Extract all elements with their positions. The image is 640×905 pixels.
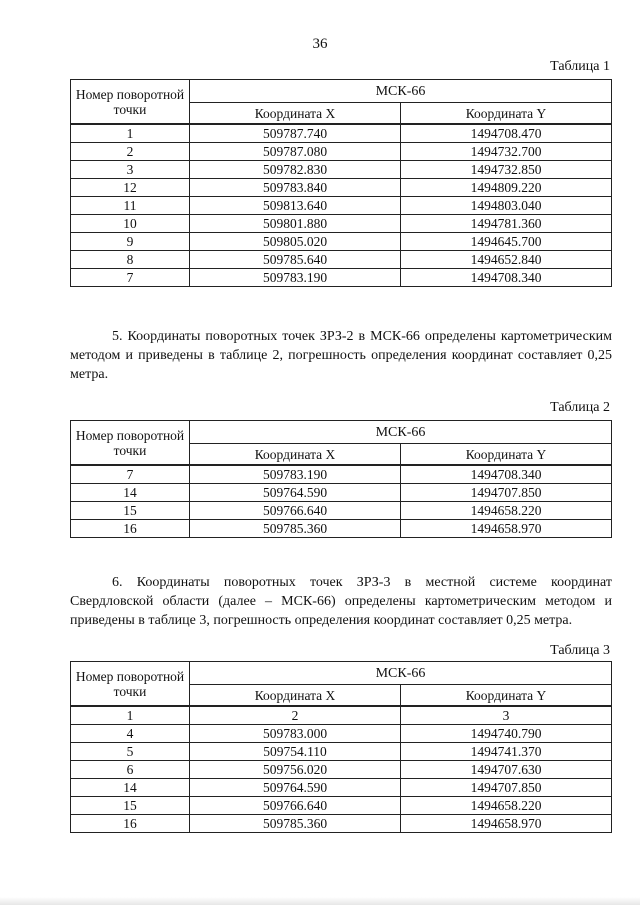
table-cell: 509764.590 — [190, 779, 401, 797]
table-cell: 1494708.340 — [401, 269, 612, 287]
table-row — [71, 179, 612, 197]
table-cell: 8 — [71, 251, 190, 269]
table-row — [71, 251, 612, 269]
table-cell: 1494732.700 — [401, 143, 612, 161]
table-cell: 509787.080 — [190, 143, 401, 161]
point-number-header: Номер поворотной точки — [71, 421, 190, 466]
page-number: 36 — [312, 36, 328, 52]
table-cell: 2 — [71, 143, 190, 161]
paragraph — [70, 327, 612, 384]
table-row — [71, 779, 612, 797]
table-cell: 15 — [71, 797, 190, 815]
coordinates-table — [70, 79, 612, 287]
table-cell: 16 — [71, 815, 190, 833]
table-row — [71, 815, 612, 833]
table-cell: 1494707.850 — [401, 484, 612, 502]
table-cell: 509783.840 — [190, 179, 401, 197]
coordinate-y-header: Координата Y — [401, 444, 612, 466]
table-cell: 1 — [71, 706, 190, 725]
coordinates-table — [70, 661, 612, 833]
coordinate-system-header: МСК-66 — [190, 421, 612, 444]
table-row — [71, 465, 612, 484]
scan-shadow — [0, 897, 640, 905]
table-cell: 1494781.360 — [401, 215, 612, 233]
column-numbering-row — [71, 706, 612, 725]
table-row — [71, 743, 612, 761]
table-cell: 1494741.370 — [401, 743, 612, 761]
table-cell: 6 — [71, 761, 190, 779]
table-cell: 509783.190 — [190, 465, 401, 484]
table-cell: 509764.590 — [190, 484, 401, 502]
table-cell: 14 — [71, 484, 190, 502]
table-cell: 1494658.220 — [401, 797, 612, 815]
table-cell: 1494708.340 — [401, 465, 612, 484]
table-cell: 509785.640 — [190, 251, 401, 269]
coordinates-table — [70, 420, 612, 538]
table-cell: 509754.110 — [190, 743, 401, 761]
table-row — [71, 233, 612, 251]
coordinate-x-header: Координата X — [190, 103, 401, 125]
table-cell: 509813.640 — [190, 197, 401, 215]
table-cell: 4 — [71, 725, 190, 743]
table-cell: 509783.190 — [190, 269, 401, 287]
table-cell: 1494809.220 — [401, 179, 612, 197]
table-cell: 1494658.970 — [401, 815, 612, 833]
table-cell: 16 — [71, 520, 190, 538]
table-row — [71, 502, 612, 520]
table-cell: 15 — [71, 502, 190, 520]
table-row — [71, 197, 612, 215]
table-cell: 11 — [71, 197, 190, 215]
table-cell: 9 — [71, 233, 190, 251]
table-cell: 1494652.840 — [401, 251, 612, 269]
paragraph-text: 6. Координаты поворотных точек ЗРЗ-3 в местной системе координат Свердловской области (далее – МСК-66) определены картометрическим методом и приведены в таблице 3, погрешность определения координат составляет 0,25 метра. — [70, 575, 612, 628]
point-number-header: Номер поворотной точки — [71, 80, 190, 125]
table-cell: 5 — [71, 743, 190, 761]
table-cell: 2 — [190, 706, 401, 725]
table-cell: 509766.640 — [190, 797, 401, 815]
table-cell: 1494803.040 — [401, 197, 612, 215]
coordinate-system-header: МСК-66 — [190, 662, 612, 685]
table-cell: 1494740.790 — [401, 725, 612, 743]
table-cell: 7 — [71, 269, 190, 287]
table-cell: 1494707.630 — [401, 761, 612, 779]
table-row — [71, 761, 612, 779]
table-cell: 14 — [71, 779, 190, 797]
table-row — [71, 269, 612, 287]
table-cell: 1494707.850 — [401, 779, 612, 797]
table-row — [71, 124, 612, 143]
coordinate-y-header: Координата Y — [401, 685, 612, 707]
table-cell: 10 — [71, 215, 190, 233]
table-row — [71, 484, 612, 502]
table-cell: 509782.830 — [190, 161, 401, 179]
table-caption: Таблица 1 — [550, 59, 610, 74]
table-cell: 1494658.220 — [401, 502, 612, 520]
table-caption: Таблица 2 — [550, 400, 610, 415]
table-row — [71, 161, 612, 179]
table-cell: 1494708.470 — [401, 124, 612, 143]
table-cell: 509766.640 — [190, 502, 401, 520]
coordinate-y-header: Координата Y — [401, 103, 612, 125]
coordinate-x-header: Координата X — [190, 444, 401, 466]
table-row — [71, 143, 612, 161]
table-cell: 509756.020 — [190, 761, 401, 779]
coordinate-system-header: МСК-66 — [190, 80, 612, 103]
table-row — [71, 520, 612, 538]
table-cell: 1 — [71, 124, 190, 143]
coordinate-x-header: Координата X — [190, 685, 401, 707]
point-number-header: Номер поворотной точки — [71, 662, 190, 707]
table-cell: 509783.000 — [190, 725, 401, 743]
table-cell: 12 — [71, 179, 190, 197]
table-cell: 509805.020 — [190, 233, 401, 251]
table-cell: 509785.360 — [190, 815, 401, 833]
table-cell: 509785.360 — [190, 520, 401, 538]
table-row — [71, 215, 612, 233]
paragraph — [70, 573, 612, 630]
table-cell: 1494658.970 — [401, 520, 612, 538]
table-cell: 7 — [71, 465, 190, 484]
table-row — [71, 725, 612, 743]
table-row — [71, 797, 612, 815]
table-cell: 3 — [401, 706, 612, 725]
paragraph-text: 5. Координаты поворотных точек ЗРЗ-2 в МСК-66 определены картометрическим методом и приведены в таблице 2, погрешность определения координат составляет 0,25 метра. — [70, 329, 612, 382]
table-cell: 509787.740 — [190, 124, 401, 143]
table-cell: 509801.880 — [190, 215, 401, 233]
table-cell: 3 — [71, 161, 190, 179]
table-caption: Таблица 3 — [550, 643, 610, 658]
table-cell: 1494732.850 — [401, 161, 612, 179]
table-cell: 1494645.700 — [401, 233, 612, 251]
